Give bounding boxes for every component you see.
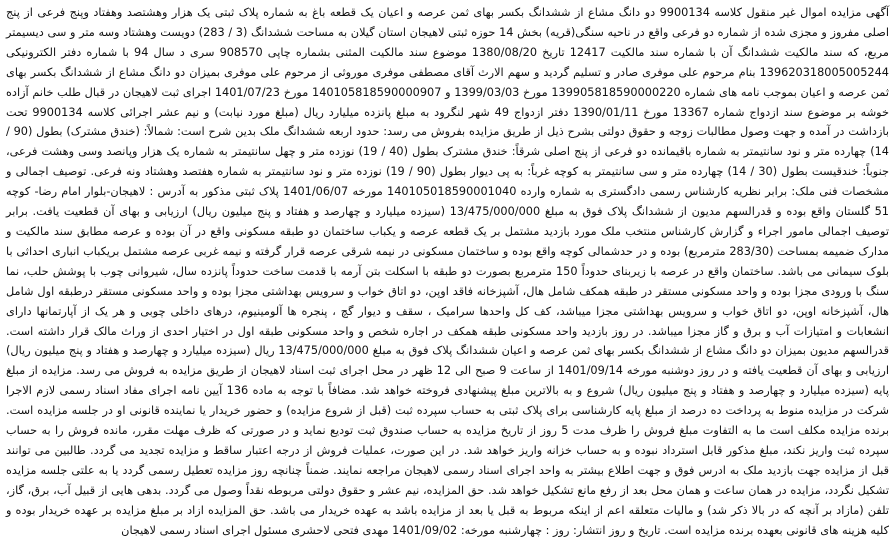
auction-notice-text: آگهی مزایده اموال غیر منقول کلاسه 9900134 دو دانگ مشاع از ششدانگ بکسر بهای ثمن عرصه و اعیان یک قطعه باغ به شماره پلاک ثبتی یک هزار وهشتصد وهفتاد وپنج فرعی از پنج اصلی مفروز و مجزی شده از شماره دو فرعی واقع در ناحیه سنگی(قریه) بخش 14 حوزه ثبتی لاهیجان استان گیلان به مساحت ششدانگ (3 / 283) دویست وهشتاد وسه متر و سی دیسیمتر مربع، که سند مالکیت ششدانگ آن با شماره سند مالکیت 12417 تاریخ 1380/08/20 موضوع سند مالکیت المثنی بشماره چاپی 908570 سری د سال 94 با شماره دفتر الکترونیکی 139620318005005244 بنام مرحوم علی موفری صادر و تسلیم گردید و سهم الارث آقای مصطفی موفری موروثی از مرحوم علی موفری بمیزان دو دانگ مشاع از ششدانگ بکسر بهای ثمن عرصه و اعیان بموجب نامه های شماره 139905818590000220 مورخ 1399/03/03 و 140105818590000907 مورخ 1401/07/23 اجرای ثبت لاهیجان در قبال طلب خانم آزاده خوشه بر موضوع سند ازدواج شماره 13367 مورخ 1390/01/11 دفتر ازدواج 49 شهر لنگرود به مبلغ پانزده میلیارد ریال (مبلغ مورد نیابت) و نیم عشر اجرائی کلاسه 9900134 تحت بازداشت در آمده و جهت وصول مطالبات زوجه و حقوق دولتی بشرح ذیل از طریق مزایده بفروش می رسد: حدود اربعه ششدانگ ملک بدین شرح است: شمالاً: (خندق مشترک) بطول (90 / 14) چهارده متر و نود سانتیمتر به شماره باقیمانده دو فرعی از پنج اصلی شرقاً: خندق مشترک بطول (40 / 19) نوزده متر و چهل سانتیمتر به شماره یک هزار وپانصد وسی وهشت فرعی، جنوباً: خندقیست بطول (30 / 14) چهارده متر و سی سانتیمتر به کوچه غرباً: به پی دیوار بطول (90 / 19) نوزده متر و نود سانتیمتر به شماره هفتصد وهشتاد ونه فرعی. توصیف اجمالی و مشخصات فنی ملک: برابر نظریه کارشناس رسمی دادگستری به شماره وارده 140105018590001040 مورخه 1401/06/07 پلاک ثبتی مذکور به آدرس : لاهیجان-بلوار امام رضا- کوچه 51 گلستان واقع بوده و قدرالسهم مدیون از ششدانگ پلاک فوق به مبلغ 13/475/000/000 (سیزده میلیارد و چهارصد و هفتاد و پنج میلیون ریال) ارزیابی و بهای آن قطعیت یافت. برابر توصیف اجمالی مامور اجراء و گزارش کارشناس منتخب ملک مورد بازدید مشتمل بر یک قطعه عرصه و یکباب ساختمان دو طبقه مسکونی واقع در آن بوده و عرصه مطابق سند مالکیت و مدارک ضمیمه بمساحت (283/30 مترمربع) بوده و در حدشمالی کوچه واقع بوده و ساختمان مسکونی در نیمه شرقی عرصه قرار گرفته و نیمه غربی عرصه مشتمل بریکباب انباری احداثی با بلوک سیمانی می باشد. ساختمان واقع در عرصه با زیربنای حدوداً 150 مترمربع بصورت دو طبقه با اسکلت بتن آرمه با قدمت ساخت حدوداً پانزده سال، شیروانی چوب با پوشش حلب، نما سنگ با ورودی مجزا بوده و واحد مسکونی مستقر در طبقه همکف شامل هال، آشپزخانه فاقد اوپن، دو اتاق خواب و سرویس بهداشتی مجزا بوده و واحد مسکونی مستقر درطبقه اول شامل هال، آشپزخانه اوپن، دو اتاق خواب و سرویس بهداشتی مجزا میباشد، کف کل واحدها سرامیک ، سقف و دیوار گچ ، پنجره ها آلومینیوم، درهای داخلی چوبی و هر یک از آپارتمانها دارای انشعابات و امتیازات آب و برق و گاز مجزا میباشد. در روز بازدید واحد مسکونی طبقه همکف در اجاره شخص و واحد مسکونی طبقه اول در اختیار احدی از وراث مالک قرار داشته است. قدرالسهم مدیون بمیزان دو دانگ مشاع از ششدانگ بکسر بهای ثمن عرصه و اعیان ششدانگ پلاک فوق به مبلغ 13/475/000/000 ریال (سیزده میلیارد و چهارصد و هفتاد و پنج میلیون ریال) ارزیابی و بهای آن قطعیت یافته و در روز دوشنبه مورخه 1401/09/14 از ساعت 9 صبح الی 12 ظهر در محل اجرای ثبت اسناد لاهیجان از طریق مزایده به فروش می رسد. مزایده از مبلغ پایه (سیزده میلیارد و چهارصد و هفتاد و پنج میلیون ریال) شروع و به بالاترین مبلغ پیشنهادی فروخته خواهد شد. مضافاً با توجه به ماده 136 آیین نامه اجرای مفاد اسناد رسمی لازم الاجرا شرکت در مزایده منوط به پرداخت ده درصد از مبلغ پایه کارشناسی برای پلاک ثبتی به حساب سپرده ثبت (قبل از شروع مزایده) و حضور خریدار یا نماینده قانونی او در جلسه مزایده است. برنده مزایده مکلف است ما به التفاوت مبلغ فروش را ظرف مدت 5 روز از تاریخ مزایده به حساب صندوق ثبت تودیع نماید و در صورتی که ظرف مهلت مقرر، مانده فروش را به حساب سپرده ثبت واریز نکند، مبلغ مذکور قابل استرداد نبوده و به حساب خزانه واریز خواهد شد. در این صورت، عملیات فروش از درجه اعتبار ساقط و مزایده تجدید می گردد. طالبین می توانند قبل از مزایده جهت بازدید ملک به ادرس فوق و جهت اطلاع بیشتر به واحد اجرای اسناد رسمی لاهیجان مراجعه نمایند. ضمناً چنانچه روز مزایده تعطیل رسمی گردد یا به علتی جلسه مزایده تشکیل نگردد، مزایده در همان ساعت و همان محل بعد از رفع مانع تشکیل خواهد شد. حق المزایده، نیم عشر و حقوق دولتی مربوطه نقداً وصول می گردد. بدهی هایی از قبیل آب، برق، گاز، تلفن (مازاد بر آنچه که در بالا ذکر شد) و مالیات متعلقه اعم از اینکه مربوط به قبل یا بعد از مزایده باشد به عهده خریدار می باشد. حق المزایده ازاد بر مبلغ مزایده بر عهده خریدار بوده و کلیه هزینه های قانونی بعهده برنده مزایده است. تاریخ و روز انتشار: روز : چهارشنبه مورخه: 1401/09/02 مهدی فتحی لاحشری مسئول اجرای اسناد رسمی لاهیجان	[6, 6, 890, 537]
